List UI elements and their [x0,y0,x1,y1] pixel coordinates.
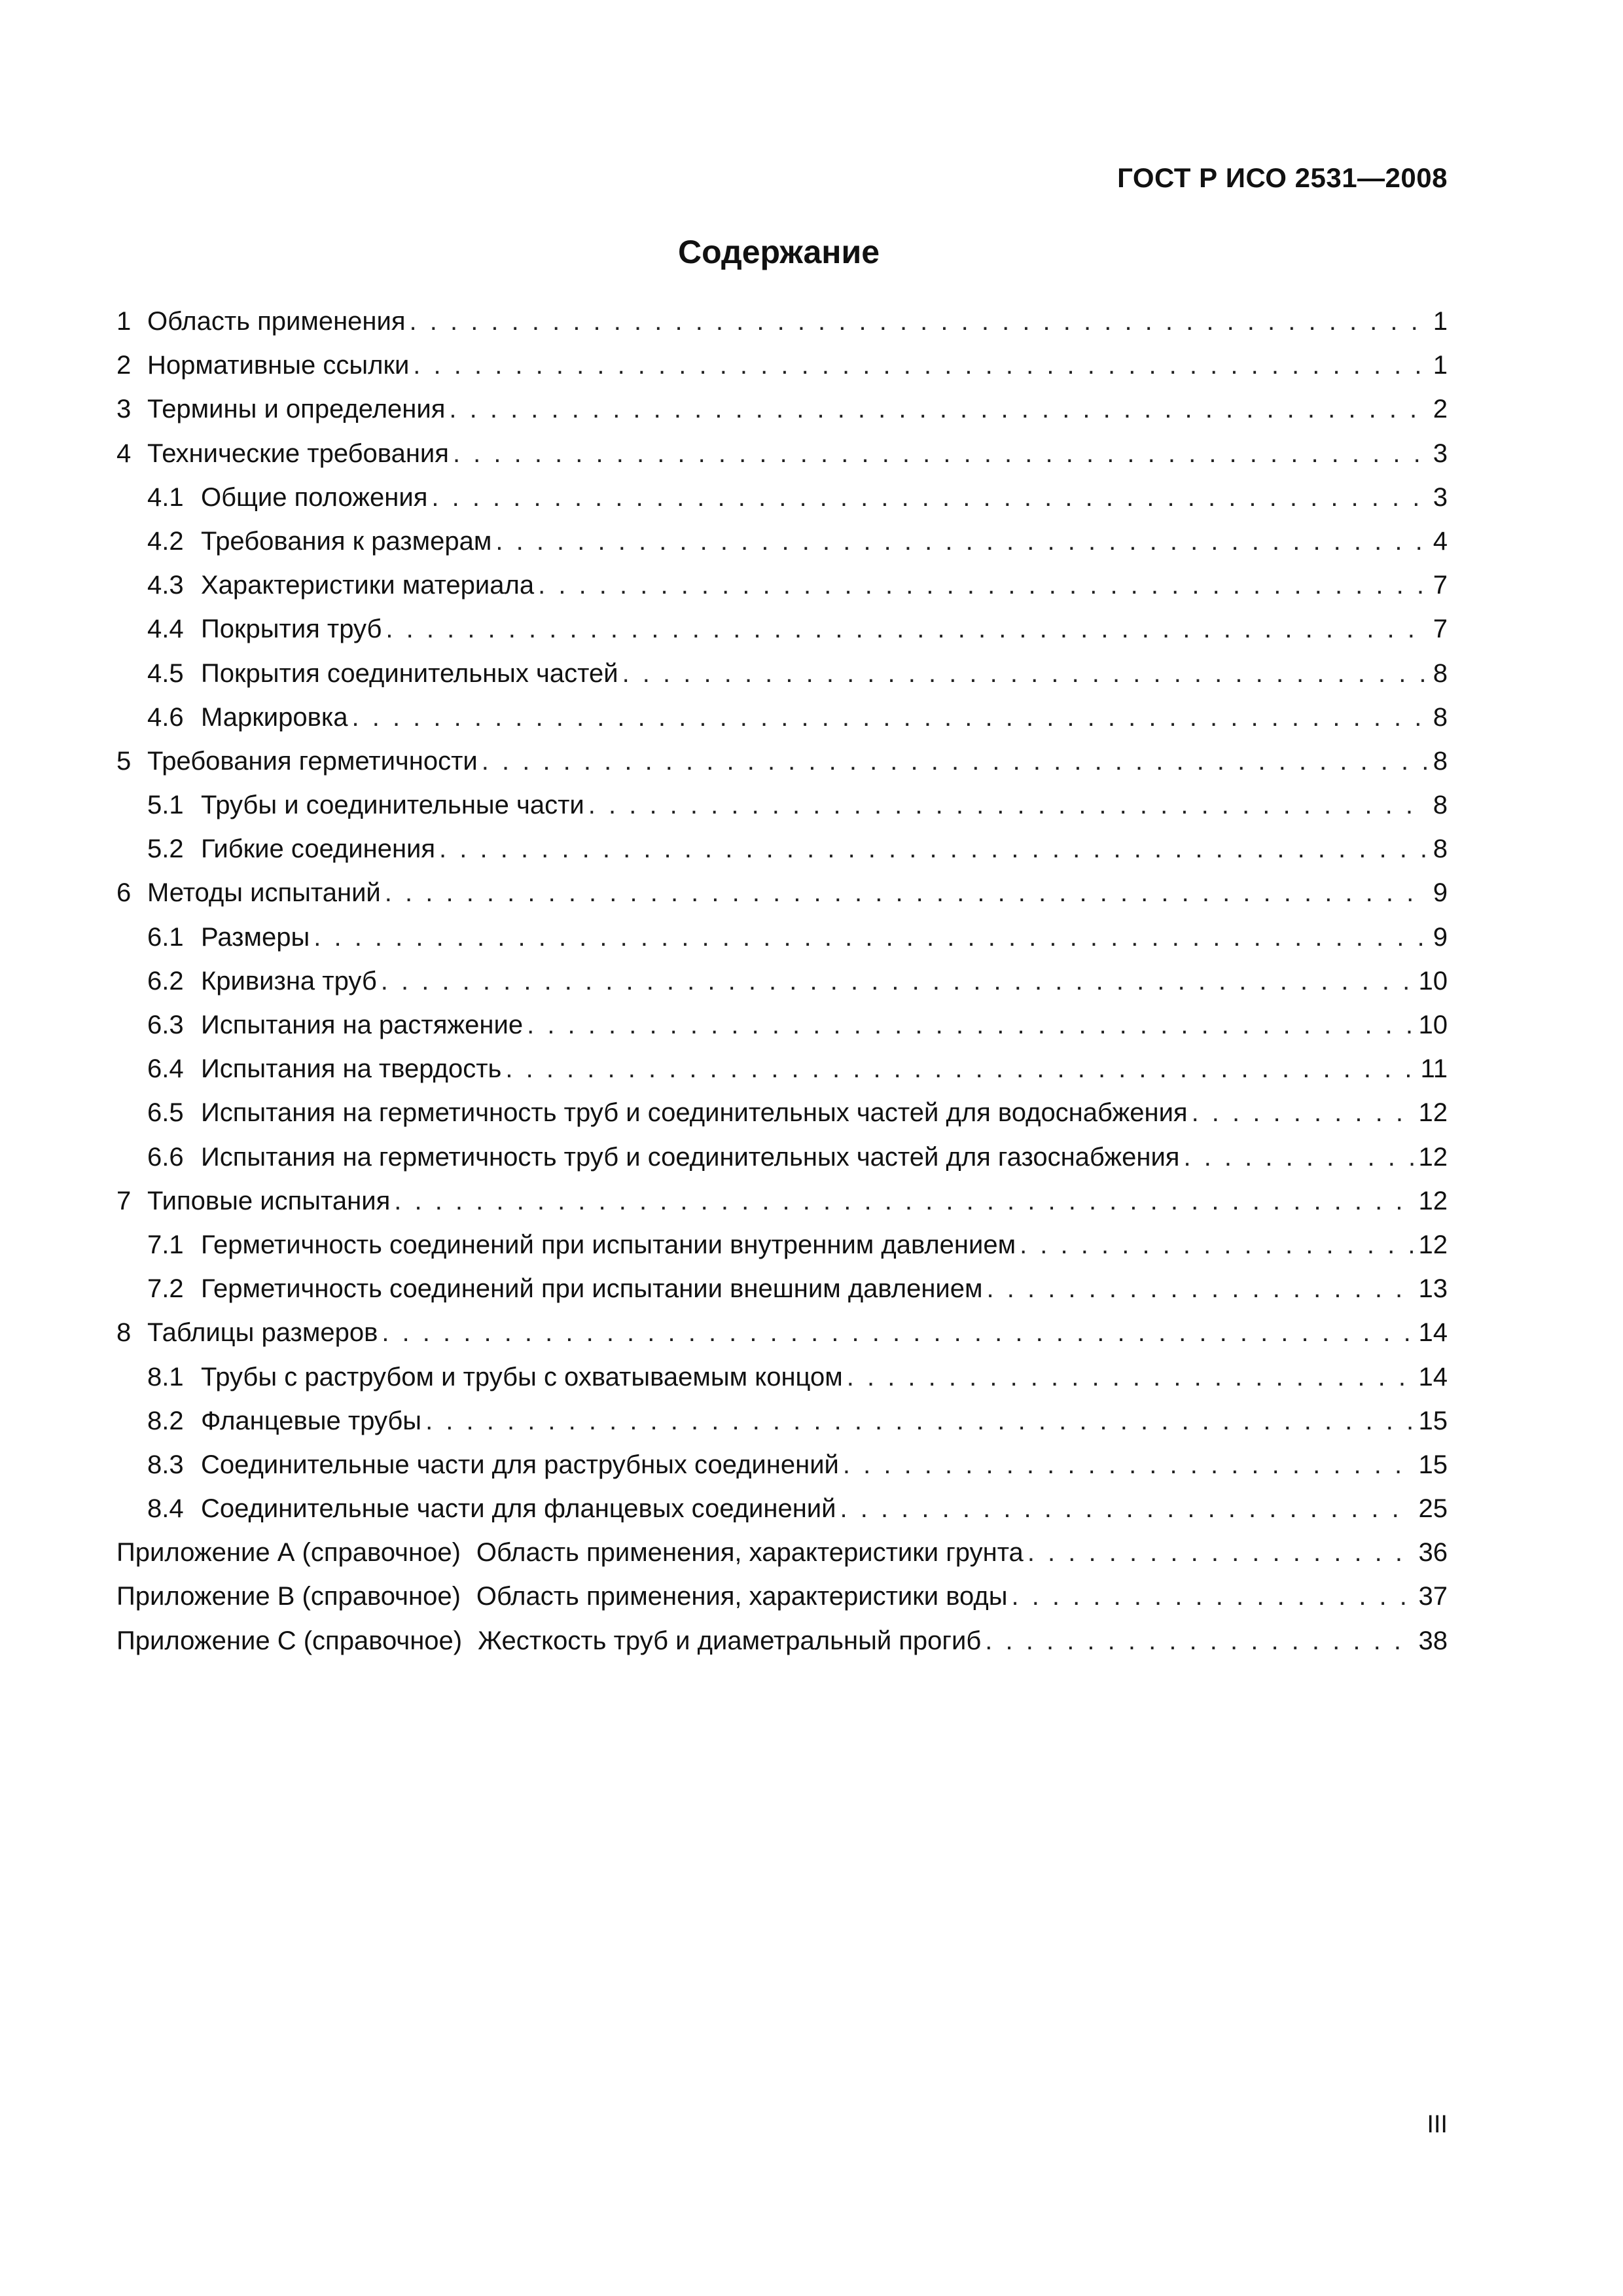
toc-entry-title: Трубы и соединительные части [201,791,584,820]
toc-entry-title: Жесткость труб и диаметральный прогиб [478,1626,982,1655]
toc-dot-leader [482,740,1428,783]
toc-title: Содержание [677,234,880,270]
toc-entry-title: Герметичность соединений при испытании внутренним давлением [201,1230,1016,1259]
toc-dot-leader [538,564,1428,607]
toc-entry[interactable] [116,1531,1448,1575]
toc-entry-title: Область применения [147,307,406,336]
toc-entry-number: 6.5 [147,1098,184,1128]
toc-entry[interactable] [116,916,1448,960]
toc-entry[interactable] [116,476,1448,520]
toc-entry-page: 38 [1418,1626,1448,1655]
toc-dot-leader [1027,1531,1414,1575]
toc-entry[interactable] [116,696,1448,740]
toc-entry-page: 13 [1418,1274,1448,1304]
toc-entry-number: 6.6 [147,1142,184,1172]
toc-entry-number: 7 [116,1186,132,1215]
toc-entry-page: 1 [1433,307,1448,336]
toc-dot-leader [449,387,1427,431]
toc-dot-leader [495,520,1427,564]
toc-entry-number: Приложение В (справочное) [116,1582,461,1611]
toc-entry-title: Герметичность соединений при испытании внешним давлением [201,1274,983,1304]
toc-dot-leader [439,827,1428,871]
document-code: ГОСТ Р ИСО 2531—2008 [1117,162,1448,193]
toc-entry[interactable] [116,960,1448,1003]
toc-entry-title: Испытания на твердость [201,1054,502,1084]
toc-entry-page: 2 [1433,395,1448,424]
toc-list [116,300,1448,1663]
toc-entry-title: Покрытия соединительных частей [201,658,618,688]
toc-entry[interactable] [116,1355,1448,1399]
toc-entry-page: 9 [1433,922,1448,952]
toc-dot-leader [847,1355,1414,1399]
toc-entry-number: 5.1 [147,791,184,820]
toc-entry-title: Фланцевые трубы [201,1406,422,1435]
toc-entry-number: 8.1 [147,1362,184,1391]
toc-entry-number: 7.2 [147,1274,184,1304]
toc-entry-number: 4.6 [147,702,184,732]
toc-entry-title: Методы испытаний [147,878,381,908]
toc-entry-page: 10 [1418,966,1448,996]
toc-entry-title: Технические требования [147,439,449,468]
toc-entry-page: 12 [1418,1186,1448,1215]
toc-entry-title: Область применения, характеристики воды [476,1582,1008,1611]
toc-dot-leader [505,1047,1415,1091]
toc-dot-leader [425,1399,1413,1443]
toc-entry[interactable] [116,1443,1448,1487]
toc-entry-number: 6 [116,878,132,908]
toc-entry-number: 5 [116,746,132,776]
toc-dot-leader [1183,1136,1413,1179]
toc-entry-page: 8 [1433,702,1448,732]
toc-entry[interactable] [116,300,1448,344]
toc-entry-title: Гибкие соединения [201,834,436,864]
toc-entry-page: 8 [1433,791,1448,820]
toc-entry[interactable] [116,387,1448,431]
toc-entry[interactable] [116,1487,1448,1531]
toc-dot-leader [453,432,1428,476]
toc-entry-title: Требования к размерам [201,526,492,556]
toc-entry-page: 3 [1433,482,1448,512]
toc-entry-page: 15 [1418,1450,1448,1479]
toc-entry-page: 15 [1418,1406,1448,1435]
toc-dot-leader [394,1179,1413,1223]
toc-entry-number: 3 [116,395,132,424]
toc-entry-number: 1 [116,307,132,336]
toc-entry[interactable] [116,740,1448,783]
toc-dot-leader [431,476,1427,520]
toc-entry[interactable] [116,520,1448,564]
toc-entry-number: 6.4 [147,1054,184,1084]
toc-entry-page: 12 [1418,1230,1448,1259]
toc-entry[interactable] [116,1575,1448,1619]
toc-entry-number: Приложение С (справочное) [116,1626,463,1655]
toc-entry-title: Испытания на растяжение [201,1011,524,1039]
toc-dot-leader [382,1311,1413,1355]
toc-entry[interactable] [116,1003,1448,1047]
toc-entry-title: Трубы с раструбом и трубы с охватываемым концом [201,1362,843,1391]
toc-entry[interactable] [116,432,1448,476]
toc-entry-title: Покрытия труб [201,615,382,644]
toc-entry-page: 14 [1418,1318,1448,1348]
toc-entry-number: 6.3 [147,1011,184,1039]
toc-dot-leader [385,871,1428,915]
toc-entry-number: 8 [116,1318,132,1348]
toc-entry[interactable] [116,1311,1448,1355]
toc-dot-leader [381,960,1414,1003]
toc-entry-page: 8 [1433,658,1448,688]
page-number: III [1427,2111,1448,2138]
toc-entry-number: 5.2 [147,834,184,864]
toc-entry-number: 4.2 [147,526,184,556]
toc-entry-page: 25 [1418,1494,1448,1524]
toc-dot-leader [985,1619,1413,1663]
toc-entry-number: 4 [116,439,132,468]
toc-entry-page: 7 [1433,615,1448,644]
toc-entry-page: 1 [1433,351,1448,380]
toc-entry[interactable] [116,827,1448,871]
toc-entry-number: 4.3 [147,571,184,600]
toc-entry-page: 7 [1433,571,1448,600]
toc-entry-title: Размеры [201,922,310,952]
toc-entry-page: 12 [1418,1142,1448,1172]
toc-entry-number: 4.5 [147,658,184,688]
toc-entry-number: 7.1 [147,1230,184,1259]
toc-entry-page: 36 [1418,1538,1448,1568]
toc-entry-title: Область применения, характеристики грунта [476,1538,1024,1568]
toc-entry[interactable] [116,1399,1448,1443]
toc-entry[interactable] [116,783,1448,827]
toc-entry-page: 12 [1418,1098,1448,1128]
toc-dot-leader [588,783,1428,827]
toc-entry[interactable] [116,1179,1448,1223]
toc-entry-number: 8.3 [147,1450,184,1479]
toc-entry-title: Кривизна труб [201,966,377,996]
toc-entry[interactable] [116,1223,1448,1267]
toc-entry-title: Испытания на герметичность труб и соединительных частей для водоснабжения [201,1098,1188,1128]
toc-dot-leader [622,652,1428,696]
toc-entry-number: 6.2 [147,966,184,996]
toc-entry-page: 37 [1418,1582,1448,1611]
toc-entry[interactable] [116,652,1448,696]
toc-entry-number: 8.2 [147,1406,184,1435]
toc-entry-number: 4.1 [147,482,184,512]
toc-entry-title: Нормативные ссылки [147,351,410,380]
toc-entry-page: 4 [1433,526,1448,556]
toc-entry-title: Общие положения [201,482,428,512]
toc-dot-leader [840,1487,1414,1531]
toc-dot-leader [843,1443,1414,1487]
toc-dot-leader [1192,1091,1414,1135]
toc-entry-page: 8 [1433,834,1448,864]
toc-dot-leader [385,607,1427,651]
toc-entry-number: 4.4 [147,615,184,644]
toc-entry-title: Типовые испытания [147,1186,391,1215]
toc-entry-title: Маркировка [201,702,348,732]
toc-entry[interactable] [116,344,1448,387]
toc-entry-page: 3 [1433,439,1448,468]
toc-entry[interactable] [116,1267,1448,1311]
toc-dot-leader [313,916,1428,960]
toc-entry-title: Таблицы размеров [147,1318,378,1348]
toc-entry-page: 14 [1418,1362,1448,1391]
toc-entry[interactable] [116,607,1448,651]
toc-entry-number: 6.1 [147,922,184,952]
toc-entry-title: Характеристики материала [201,571,535,600]
toc-entry-title: Требования герметичности [147,746,478,776]
toc-entry-page: 10 [1418,1011,1448,1039]
toc-dot-leader [1020,1223,1413,1267]
toc-entry-number: 2 [116,351,132,380]
toc-entry-title: Испытания на герметичность труб и соединительных частей для газоснабжения [201,1142,1180,1172]
toc-entry[interactable] [116,1136,1448,1179]
toc-entry[interactable] [116,1091,1448,1135]
toc-dot-leader [987,1267,1414,1311]
toc-dot-leader [413,344,1427,387]
toc-entry-number: Приложение А (справочное) [116,1538,461,1568]
toc-dot-leader [1011,1575,1413,1619]
toc-entry-page: 9 [1433,878,1448,908]
toc-entry-page: 11 [1420,1054,1448,1084]
toc-entry-number: 8.4 [147,1494,184,1524]
toc-entry[interactable] [116,564,1448,607]
toc-entry-page: 8 [1433,746,1448,776]
toc-entry[interactable] [116,1047,1448,1091]
toc-entry[interactable] [116,1619,1448,1663]
toc-dot-leader [527,1003,1413,1047]
toc-entry[interactable] [116,871,1448,915]
toc-entry-title: Соединительные части для фланцевых соединений [201,1494,836,1524]
toc-dot-leader [351,696,1427,740]
toc-entry-title: Термины и определения [147,395,446,424]
toc-entry-title: Соединительные части для раструбных соединений [201,1450,839,1479]
toc-dot-leader [410,300,1428,344]
